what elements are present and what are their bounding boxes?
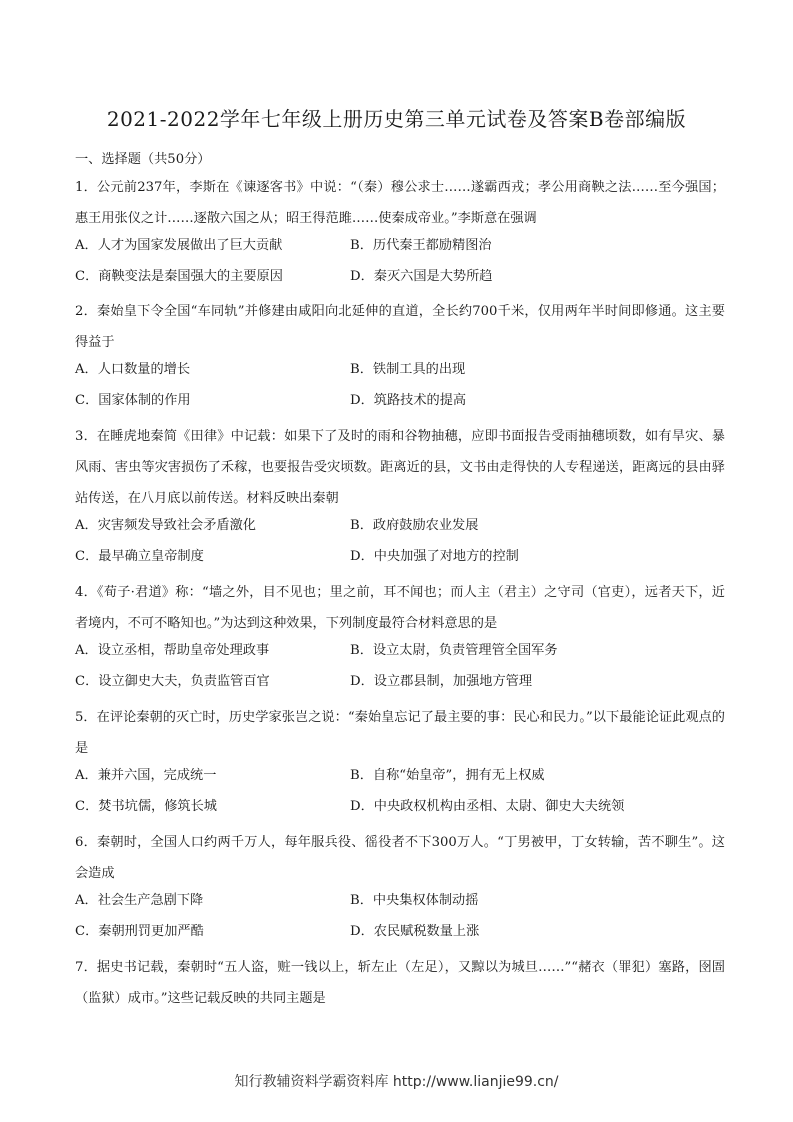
question-1-option-b[interactable]: B．历代秦王都励精图治 bbox=[350, 238, 492, 253]
question-5-option-b[interactable]: B．自称“始皇帝”，拥有无上权威 bbox=[350, 768, 545, 783]
question-6-option-d[interactable]: D．农民赋税数量上涨 bbox=[350, 924, 480, 939]
question-1-stem: 1．公元前237年，李斯在《谏逐客书》中说：“（秦）穆公求士……遂霸西戎；孝公用商鞅之法……至今强国；惠王用张仪之计……逐散六国之从；昭王得范雎……使秦成帝业。”李斯意在强调 bbox=[75, 180, 725, 226]
question-6-option-b[interactable]: B．中央集权体制动摇 bbox=[350, 893, 479, 908]
question-5-option-c[interactable]: C．焚书坑儒，修筑长城 bbox=[75, 799, 217, 814]
question-2-option-d[interactable]: D．筑路技术的提高 bbox=[350, 393, 467, 408]
question-6-stem: 6．秦朝时，全国人口约两千万人，每年服兵役、徭役者不下300万人。“丁男被甲，丁女转输，苦不聊生”。这会造成 bbox=[75, 835, 725, 881]
question-3-option-c[interactable]: C．最早确立皇帝制度 bbox=[75, 549, 204, 564]
question-4-option-c[interactable]: C．设立御史大夫，负责监管百官 bbox=[75, 674, 270, 689]
question-2-option-c[interactable]: C．国家体制的作用 bbox=[75, 393, 191, 408]
question-3-stem: 3．在睡虎地秦简《田律》中记载：如果下了及时的雨和谷物抽穗，应即书面报告受雨抽穗顷数，如有旱灾、暴风雨、害虫等灾害损伤了禾稼，也要报告受灾顷数。距离近的县，文书由走得快的人专程递送，距离远的县由驿站传送，在八月底以前传送。材料反映出秦朝 bbox=[75, 429, 725, 506]
question-7-stem: 7．据史书记载，秦朝时“五人盗，赃一钱以上，斩左止（左足），又黥以为城旦……”“赭衣（罪犯）塞路，囹圄（监狱）成市。”这些记载反映的共同主题是 bbox=[75, 960, 725, 1006]
question-3-option-a[interactable]: A．灾害频发导致社会矛盾激化 bbox=[75, 518, 256, 533]
section-heading: 一、选择题（共50分） bbox=[75, 152, 211, 167]
question-4-option-a[interactable]: A．设立丞相，帮助皇帝处理政事 bbox=[75, 643, 270, 658]
page-footer: 知行教辅资料学霸资料库 http://www.lianjie99.cn/ bbox=[234, 1074, 559, 1090]
question-4-option-d[interactable]: D．设立郡县制，加强地方管理 bbox=[350, 674, 533, 689]
question-1-option-c[interactable]: C．商鞅变法是秦国强大的主要原因 bbox=[75, 269, 283, 284]
question-4-stem: 4．《荀子·君道》称：“墙之外，目不见也；里之前，耳不闻也；而人主（君主）之守司（官吏），远者天下，近者境内，不可不略知也。”为达到这种效果，下列制度最符合材料意思的是 bbox=[75, 585, 725, 631]
question-3-option-d[interactable]: D．中央加强了对地方的控制 bbox=[350, 549, 519, 564]
question-1-option-d[interactable]: D．秦灭六国是大势所趋 bbox=[350, 269, 493, 284]
question-3-option-b[interactable]: B．政府鼓励农业发展 bbox=[350, 518, 479, 533]
question-5-stem: 5．在评论秦朝的灭亡时，历史学家张岂之说：“秦始皇忘记了最主要的事：民心和民力。”以下最能论证此观点的是 bbox=[75, 710, 725, 756]
question-6-option-c[interactable]: C．秦朝刑罚更加严酷 bbox=[75, 924, 204, 939]
question-1-option-a[interactable]: A．人才为国家发展做出了巨大贡献 bbox=[75, 238, 283, 253]
question-4-option-b[interactable]: B．设立太尉，负责管理管全国军务 bbox=[350, 643, 558, 658]
question-2-stem: 2．秦始皇下令全国“车同轨”并修建由咸阳向北延伸的直道，全长约700千米，仅用两年半时间即修通。这主要得益于 bbox=[75, 304, 725, 350]
question-2-option-a[interactable]: A．人口数量的增长 bbox=[75, 362, 191, 377]
page-title: 2021-2022学年七年级上册历史第三单元试卷及答案B卷部编版 bbox=[106, 107, 687, 131]
question-2-option-b[interactable]: B．铁制工具的出现 bbox=[350, 362, 466, 377]
question-5-option-d[interactable]: D．中央政权机构由丞相、太尉、御史大夫统领 bbox=[350, 799, 625, 814]
question-5-option-a[interactable]: A．兼并六国，完成统一 bbox=[75, 768, 217, 783]
question-6-option-a[interactable]: A．社会生产急剧下降 bbox=[75, 893, 204, 908]
